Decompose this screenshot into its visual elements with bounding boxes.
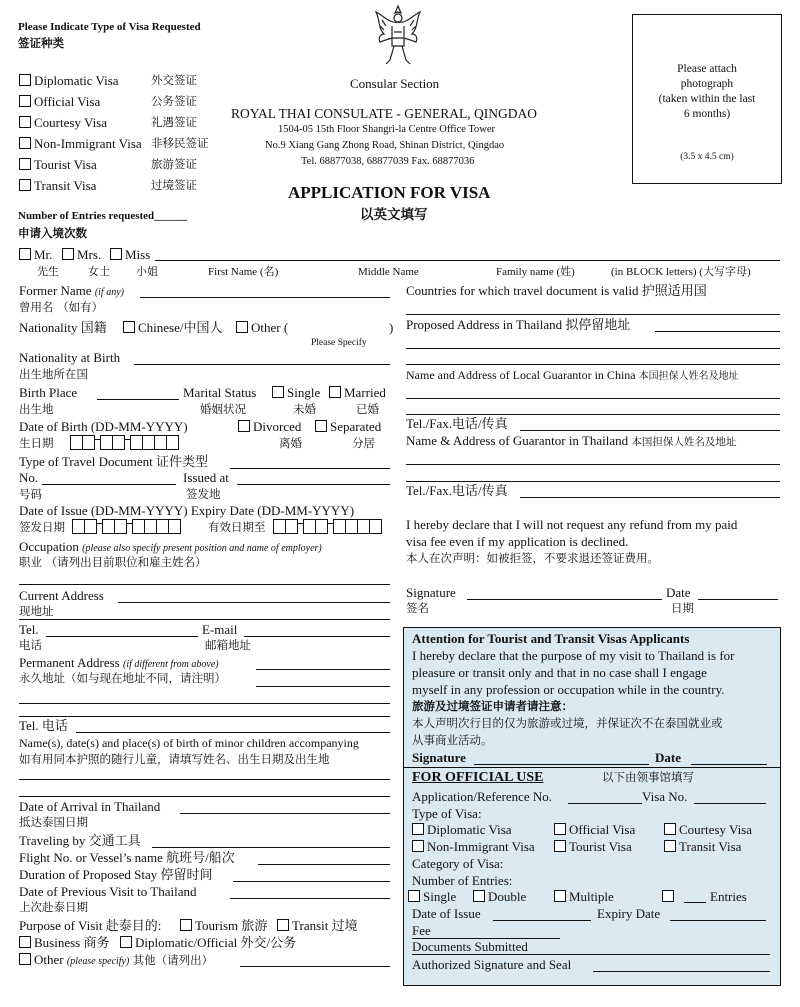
flight-field[interactable] xyxy=(258,864,390,865)
marital-status-label: Marital Status xyxy=(183,385,257,400)
checkbox[interactable] xyxy=(236,321,248,333)
consulate-phone: Tel. 68877038, 68877039 Fax. 68877036 xyxy=(301,156,475,167)
doc-type-label: Type of Travel Document 证件类型 xyxy=(19,454,209,469)
visa-option-cn: 过境签证 xyxy=(151,178,197,192)
tel-cn: 电话 xyxy=(19,638,42,652)
attention-cn-title: 旅游及过境签证申请者请注意： xyxy=(412,699,573,713)
permanent-address-field[interactable] xyxy=(256,669,390,670)
checkbox[interactable] xyxy=(19,158,31,170)
checkbox[interactable] xyxy=(554,840,566,852)
birth-place-cn: 出生地 xyxy=(19,402,54,416)
attention-cn-1: 本人声明次行目的仅为旅游或过境，并保证次不在泰国就业或 xyxy=(412,716,723,730)
visa-option-nonimmigrant[interactable]: Non-Immigrant Visa xyxy=(19,137,142,152)
email-field[interactable] xyxy=(244,636,390,637)
current-address-label: Current Address xyxy=(19,588,104,603)
proposed-address-field[interactable] xyxy=(655,331,780,332)
entries-count[interactable] xyxy=(662,890,677,905)
signature-field[interactable] xyxy=(467,599,662,600)
divorced-cn: 离婚 xyxy=(279,436,302,450)
signature-cn: 签名 xyxy=(406,601,429,615)
attention-line-3: myself in any profession or occupation while in the country. xyxy=(412,682,725,697)
attention-title: Attention for Tourist and Transit Visas Applicants xyxy=(412,631,690,646)
purpose-other[interactable]: Other (please specify) 其他（请列出） xyxy=(19,953,213,968)
checkbox[interactable] xyxy=(120,936,132,948)
purpose-tourism[interactable]: Tourism 旅游 xyxy=(180,919,267,934)
declaration-cn: 本人在次声明：如被拒签，不要求退还签证费用。 xyxy=(406,551,659,565)
expiry-date-cn: 有效日期至 xyxy=(208,520,266,534)
permanent-address-cn: 永久地址（如与现在地址不同，请注明） xyxy=(19,671,226,685)
checkbox[interactable] xyxy=(277,919,289,931)
occupation-note: (please also specify present position and name of employer) xyxy=(82,543,322,554)
official-use-box xyxy=(403,768,781,986)
permanent-address-field-2[interactable] xyxy=(256,686,390,687)
permanent-address-note: (if different from above) xyxy=(122,659,219,670)
official-nonimmigrant[interactable]: Non-Immigrant Visa xyxy=(412,840,535,855)
miss-cn: 小姐 xyxy=(136,265,158,278)
consulate-name: ROYAL THAI CONSULATE - GENERAL, QINGDAO xyxy=(231,106,537,121)
birth-place-label: Birth Place xyxy=(19,385,78,400)
title-miss[interactable]: Miss xyxy=(110,248,150,263)
checkbox[interactable] xyxy=(19,179,31,191)
visa-option-transit[interactable]: Transit Visa xyxy=(19,179,96,194)
flight-label: Flight No. or Vessel’s name 航班号/船次 xyxy=(19,850,235,865)
guarantor-thailand-cn: 本国担保人姓名及地址 xyxy=(631,436,737,448)
tel2-field[interactable] xyxy=(76,732,390,733)
photo-box[interactable] xyxy=(632,14,782,184)
official-title-cn: 以下由领事馆填写 xyxy=(602,770,694,784)
countries-field[interactable] xyxy=(406,314,780,315)
declaration-line-1: I hereby declare that I will not request any refund from my paid xyxy=(406,517,738,532)
entries-count-field[interactable] xyxy=(684,902,706,903)
attention-signature-label: Signature xyxy=(412,750,466,765)
official-title: FOR OFFICIAL USE xyxy=(412,770,544,785)
permanent-address-label: Permanent Address xyxy=(19,655,120,670)
permanent-address-field-3[interactable] xyxy=(19,703,390,704)
telfax-label: Tel./Fax.电话/传真 xyxy=(406,416,508,431)
purpose-other-field[interactable] xyxy=(240,966,390,967)
checkbox[interactable] xyxy=(554,890,566,902)
title-mrs[interactable]: Mrs. xyxy=(62,248,101,263)
purpose-business[interactable]: Business 商务 xyxy=(19,936,109,951)
category-label: Category of Visa: xyxy=(412,856,504,871)
dob-label: Date of Birth (DD-MM-YYYY) xyxy=(19,419,188,434)
visa-option-cn: 外交签证 xyxy=(151,73,197,87)
garuda-emblem-icon xyxy=(370,4,426,68)
checkbox[interactable] xyxy=(662,890,674,902)
tel-label: Tel. xyxy=(19,622,39,637)
block-letters-note: (in BLOCK letters) (大写字母) xyxy=(611,266,751,278)
visa-type-title-cn: 签证种类 xyxy=(18,36,64,50)
doc-no-cn: 号码 xyxy=(19,487,42,501)
guarantor-china-field-1[interactable] xyxy=(406,398,780,399)
separated-cn: 分居 xyxy=(352,436,375,450)
official-courtesy[interactable]: Courtesy Visa xyxy=(664,823,752,838)
if-any-note: (if any) xyxy=(94,287,124,298)
form-title: APPLICATION FOR VISA xyxy=(288,183,491,202)
proposed-address-field-2[interactable] xyxy=(406,348,780,349)
visa-option-official[interactable]: Official Visa xyxy=(19,95,100,110)
fee-label: Fee xyxy=(412,923,431,938)
guarantor-thailand-field-1[interactable] xyxy=(406,464,780,465)
prev-visit-cn: 上次赴泰日期 xyxy=(19,900,88,914)
duration-label: Duration of Proposed Stay 停留时间 xyxy=(19,867,213,882)
attention-line-2: pleasure or transit only and that in no case shall I engage xyxy=(412,665,707,680)
children-field-1[interactable] xyxy=(19,779,390,780)
occupation-cn: 职业 （请列出目前职位和雇主姓名） xyxy=(19,555,207,569)
consular-section: Consular Section xyxy=(350,76,440,91)
visa-option-cn: 非移民签证 xyxy=(151,136,209,150)
entries-requested-cn: 申请入境次数 xyxy=(18,226,87,240)
visa-option-courtesy[interactable]: Courtesy Visa xyxy=(19,116,107,131)
entries-label: Number of Entries: xyxy=(412,873,513,888)
email-cn: 邮箱地址 xyxy=(205,638,251,652)
entries-multiple[interactable]: Multiple xyxy=(554,890,614,905)
consulate-address-1: 1504-05 15th Floor Shangri-la Centre Office Tower xyxy=(278,124,495,135)
checkbox[interactable] xyxy=(180,919,192,931)
checkbox[interactable] xyxy=(110,248,122,260)
dob-cn: 生日期 xyxy=(19,436,54,450)
photo-size: (3.5 x 4.5 cm) xyxy=(680,152,734,162)
dob-boxes[interactable] xyxy=(70,435,178,450)
checkbox[interactable] xyxy=(238,420,250,432)
proposed-address-label: Proposed Address in Thailand 拟停留地址 xyxy=(406,317,631,332)
single-cn: 未婚 xyxy=(293,402,316,416)
date-cn: 日期 xyxy=(671,601,694,615)
attention-date-field[interactable] xyxy=(691,764,767,765)
mrs-cn: 女士 xyxy=(88,265,110,278)
guarantor-china-label: Name and Address of Local Guarantor in China xyxy=(406,368,636,382)
declaration-line-2: visa fee even if my application is declined. xyxy=(406,534,629,549)
nationality-other[interactable]: Other ( xyxy=(236,321,288,336)
nationality-birth-cn: 出生地所在国 xyxy=(19,367,88,381)
date-label: Date xyxy=(666,585,691,600)
official-transit[interactable]: Transit Visa xyxy=(664,840,741,855)
app-ref-label: Application/Reference No. xyxy=(412,789,553,804)
close-paren: ) xyxy=(389,320,394,335)
former-name-label: Former Name xyxy=(19,283,92,298)
issue-expiry-label: Date of Issue (DD-MM-YYYY) Expiry Date (DD-MM-YYYY) xyxy=(19,503,355,518)
checkbox[interactable] xyxy=(329,386,341,398)
attention-line-1: I hereby declare that the purpose of my visit to Thailand is for xyxy=(412,648,735,663)
visa-type-title: Please Indicate Type of Visa Requested xyxy=(18,21,201,33)
checkbox[interactable] xyxy=(664,840,676,852)
arrival-label: Date of Arrival in Thailand xyxy=(19,799,161,814)
expiry-field[interactable] xyxy=(670,920,766,921)
official-official[interactable]: Official Visa xyxy=(554,823,635,838)
telfax2-label: Tel./Fax.电话/传真 xyxy=(406,483,508,498)
checkbox[interactable] xyxy=(62,248,74,260)
entries-word: Entries xyxy=(710,889,747,904)
app-ref-field[interactable] xyxy=(568,803,642,804)
telfax-field[interactable] xyxy=(520,430,780,431)
arrival-cn: 抵达泰国日期 xyxy=(19,815,88,829)
checkbox[interactable] xyxy=(123,321,135,333)
official-tourist[interactable]: Tourist Visa xyxy=(554,840,632,855)
email-label: E-mail xyxy=(202,622,238,637)
entries-double[interactable]: Double xyxy=(473,890,526,905)
middle-name-label: Middle Name xyxy=(358,266,419,278)
prev-visit-label: Date of Previous Visit to Thailand xyxy=(19,884,197,899)
children-field-2[interactable] xyxy=(19,796,390,797)
issued-at-label: Issued at xyxy=(183,470,229,485)
purpose-label: Purpose of Visit 赴泰目的: xyxy=(19,918,162,933)
checkbox[interactable] xyxy=(19,953,31,965)
attention-date-label: Date xyxy=(655,750,681,765)
name-line[interactable] xyxy=(155,260,780,261)
traveling-field[interactable] xyxy=(152,847,390,848)
attention-signature-field[interactable] xyxy=(474,764,649,765)
permanent-address-field-4[interactable] xyxy=(19,716,390,717)
nationality-birth-field[interactable] xyxy=(134,364,390,365)
nationality-label: Nationality 国籍 xyxy=(19,320,107,335)
issue-date-boxes[interactable] xyxy=(72,519,180,534)
marital-cn: 婚姻状况 xyxy=(200,402,246,416)
guarantor-china-field-2[interactable] xyxy=(406,414,780,415)
visa-no-field[interactable] xyxy=(694,803,766,804)
please-specify-note: Please Specify xyxy=(311,338,367,348)
visa-option-tourist[interactable]: Tourist Visa xyxy=(19,158,97,173)
official-diplomatic[interactable]: Diplomatic Visa xyxy=(412,823,512,838)
duration-field[interactable] xyxy=(233,881,390,882)
type-label: Type of Visa: xyxy=(412,806,482,821)
family-name-label: Family name (姓) xyxy=(496,266,575,278)
marital-separated[interactable]: Separated xyxy=(315,420,381,435)
marital-married[interactable]: Married xyxy=(329,386,386,401)
checkbox[interactable] xyxy=(19,936,31,948)
expiry-date-boxes[interactable] xyxy=(273,519,381,534)
visa-no-label: Visa No. xyxy=(642,789,688,804)
marital-divorced[interactable]: Divorced xyxy=(238,420,301,435)
checkbox[interactable] xyxy=(19,95,31,107)
married-cn: 已婚 xyxy=(356,402,379,416)
guarantor-thailand-label: Name & Address of Guarantor in Thailand xyxy=(406,433,629,448)
signature-label: Signature xyxy=(406,585,456,600)
form-title-cn: 以英文填写 xyxy=(360,207,428,223)
photo-text: photograph xyxy=(680,78,734,90)
checkbox[interactable] xyxy=(412,840,424,852)
guarantor-china-cn: 本国担保人姓名及地址 xyxy=(638,371,739,382)
prev-visit-field[interactable] xyxy=(230,898,390,899)
attention-box xyxy=(403,627,781,768)
occupation-label: Occupation xyxy=(19,539,79,554)
documents-label: Documents Submitted xyxy=(412,939,528,954)
arrival-field[interactable] xyxy=(180,813,390,814)
visa-option-cn: 公务签证 xyxy=(151,94,197,108)
marital-single[interactable]: Single xyxy=(272,386,320,401)
nationality-birth-label: Nationality at Birth xyxy=(19,350,121,365)
attention-cn-2: 从事商业活动。 xyxy=(412,733,493,747)
photo-text: (taken within the last xyxy=(658,93,756,105)
children-cn: 如有用同本护照的随行儿童，请填写姓名、出生日期及出生地 xyxy=(19,752,330,766)
tel2-label: Tel. 电话 xyxy=(19,718,68,733)
issued-at-cn: 签发地 xyxy=(186,487,221,501)
checkbox[interactable] xyxy=(554,823,566,835)
purpose-diplomatic[interactable]: Diplomatic/Official 外交/公务 xyxy=(120,936,296,951)
photo-text: 6 months) xyxy=(683,108,731,120)
visa-option-diplomatic[interactable]: Diplomatic Visa xyxy=(19,74,119,89)
issue-date-label: Date of Issue xyxy=(412,906,481,921)
checkbox[interactable] xyxy=(19,116,31,128)
nationality-chinese[interactable]: Chinese/中国人 xyxy=(123,321,223,336)
doc-type-field[interactable] xyxy=(230,468,390,469)
countries-label: Countries for which travel document is valid 护照适用国 xyxy=(406,283,707,298)
expiry-label: Expiry Date xyxy=(597,906,661,921)
doc-no-field[interactable] xyxy=(42,484,176,485)
first-name-label: First Name (名) xyxy=(208,266,279,278)
proposed-address-field-3[interactable] xyxy=(406,364,780,365)
occupation-field[interactable] xyxy=(19,584,390,585)
checkbox[interactable] xyxy=(408,890,420,902)
current-address-cn: 现地址 xyxy=(19,604,54,618)
entries-single[interactable]: Single xyxy=(408,890,456,905)
doc-no-label: No. xyxy=(19,470,39,485)
issue-date-cn: 签发日期 xyxy=(19,520,65,534)
checkbox[interactable] xyxy=(664,823,676,835)
documents-field[interactable] xyxy=(412,954,770,955)
checkbox[interactable] xyxy=(19,248,31,260)
telfax2-field[interactable] xyxy=(520,497,780,498)
issue-date-field[interactable] xyxy=(493,920,591,921)
consulate-address-2: No.9 Xiang Gang Zhong Road, Shinan District, Qingdao xyxy=(265,140,505,151)
tel-field[interactable] xyxy=(46,636,198,637)
authorized-label: Authorized Signature and Seal xyxy=(412,957,572,972)
visa-option-cn: 旅游签证 xyxy=(151,157,197,171)
authorized-field[interactable] xyxy=(593,971,770,972)
checkbox[interactable] xyxy=(19,74,31,86)
current-address-field-2[interactable] xyxy=(19,619,390,620)
checkbox[interactable] xyxy=(272,386,284,398)
checkbox[interactable] xyxy=(19,137,31,149)
birth-place-field[interactable] xyxy=(97,399,179,400)
issued-at-field[interactable] xyxy=(237,484,390,485)
visa-option-cn: 礼遇签证 xyxy=(151,115,197,129)
purpose-transit[interactable]: Transit 过境 xyxy=(277,919,358,934)
mr-cn: 先生 xyxy=(37,265,59,278)
checkbox[interactable] xyxy=(473,890,485,902)
date-field[interactable] xyxy=(698,599,778,600)
traveling-label: Traveling by 交通工具 xyxy=(19,833,141,848)
former-name-cn: 曾用名 （如有） xyxy=(19,300,104,314)
title-mr[interactable]: Mr. xyxy=(19,248,52,263)
former-name-field[interactable] xyxy=(140,297,390,298)
checkbox[interactable] xyxy=(412,823,424,835)
current-address-field[interactable] xyxy=(118,602,390,603)
checkbox[interactable] xyxy=(315,420,327,432)
children-label: Name(s), date(s) and place(s) of birth of minor children accompanying xyxy=(19,736,359,750)
entries-requested[interactable]: Number of Entries requested______ xyxy=(18,210,188,222)
photo-text: Please attach xyxy=(677,63,737,75)
guarantor-thailand-field-2[interactable] xyxy=(406,481,780,482)
